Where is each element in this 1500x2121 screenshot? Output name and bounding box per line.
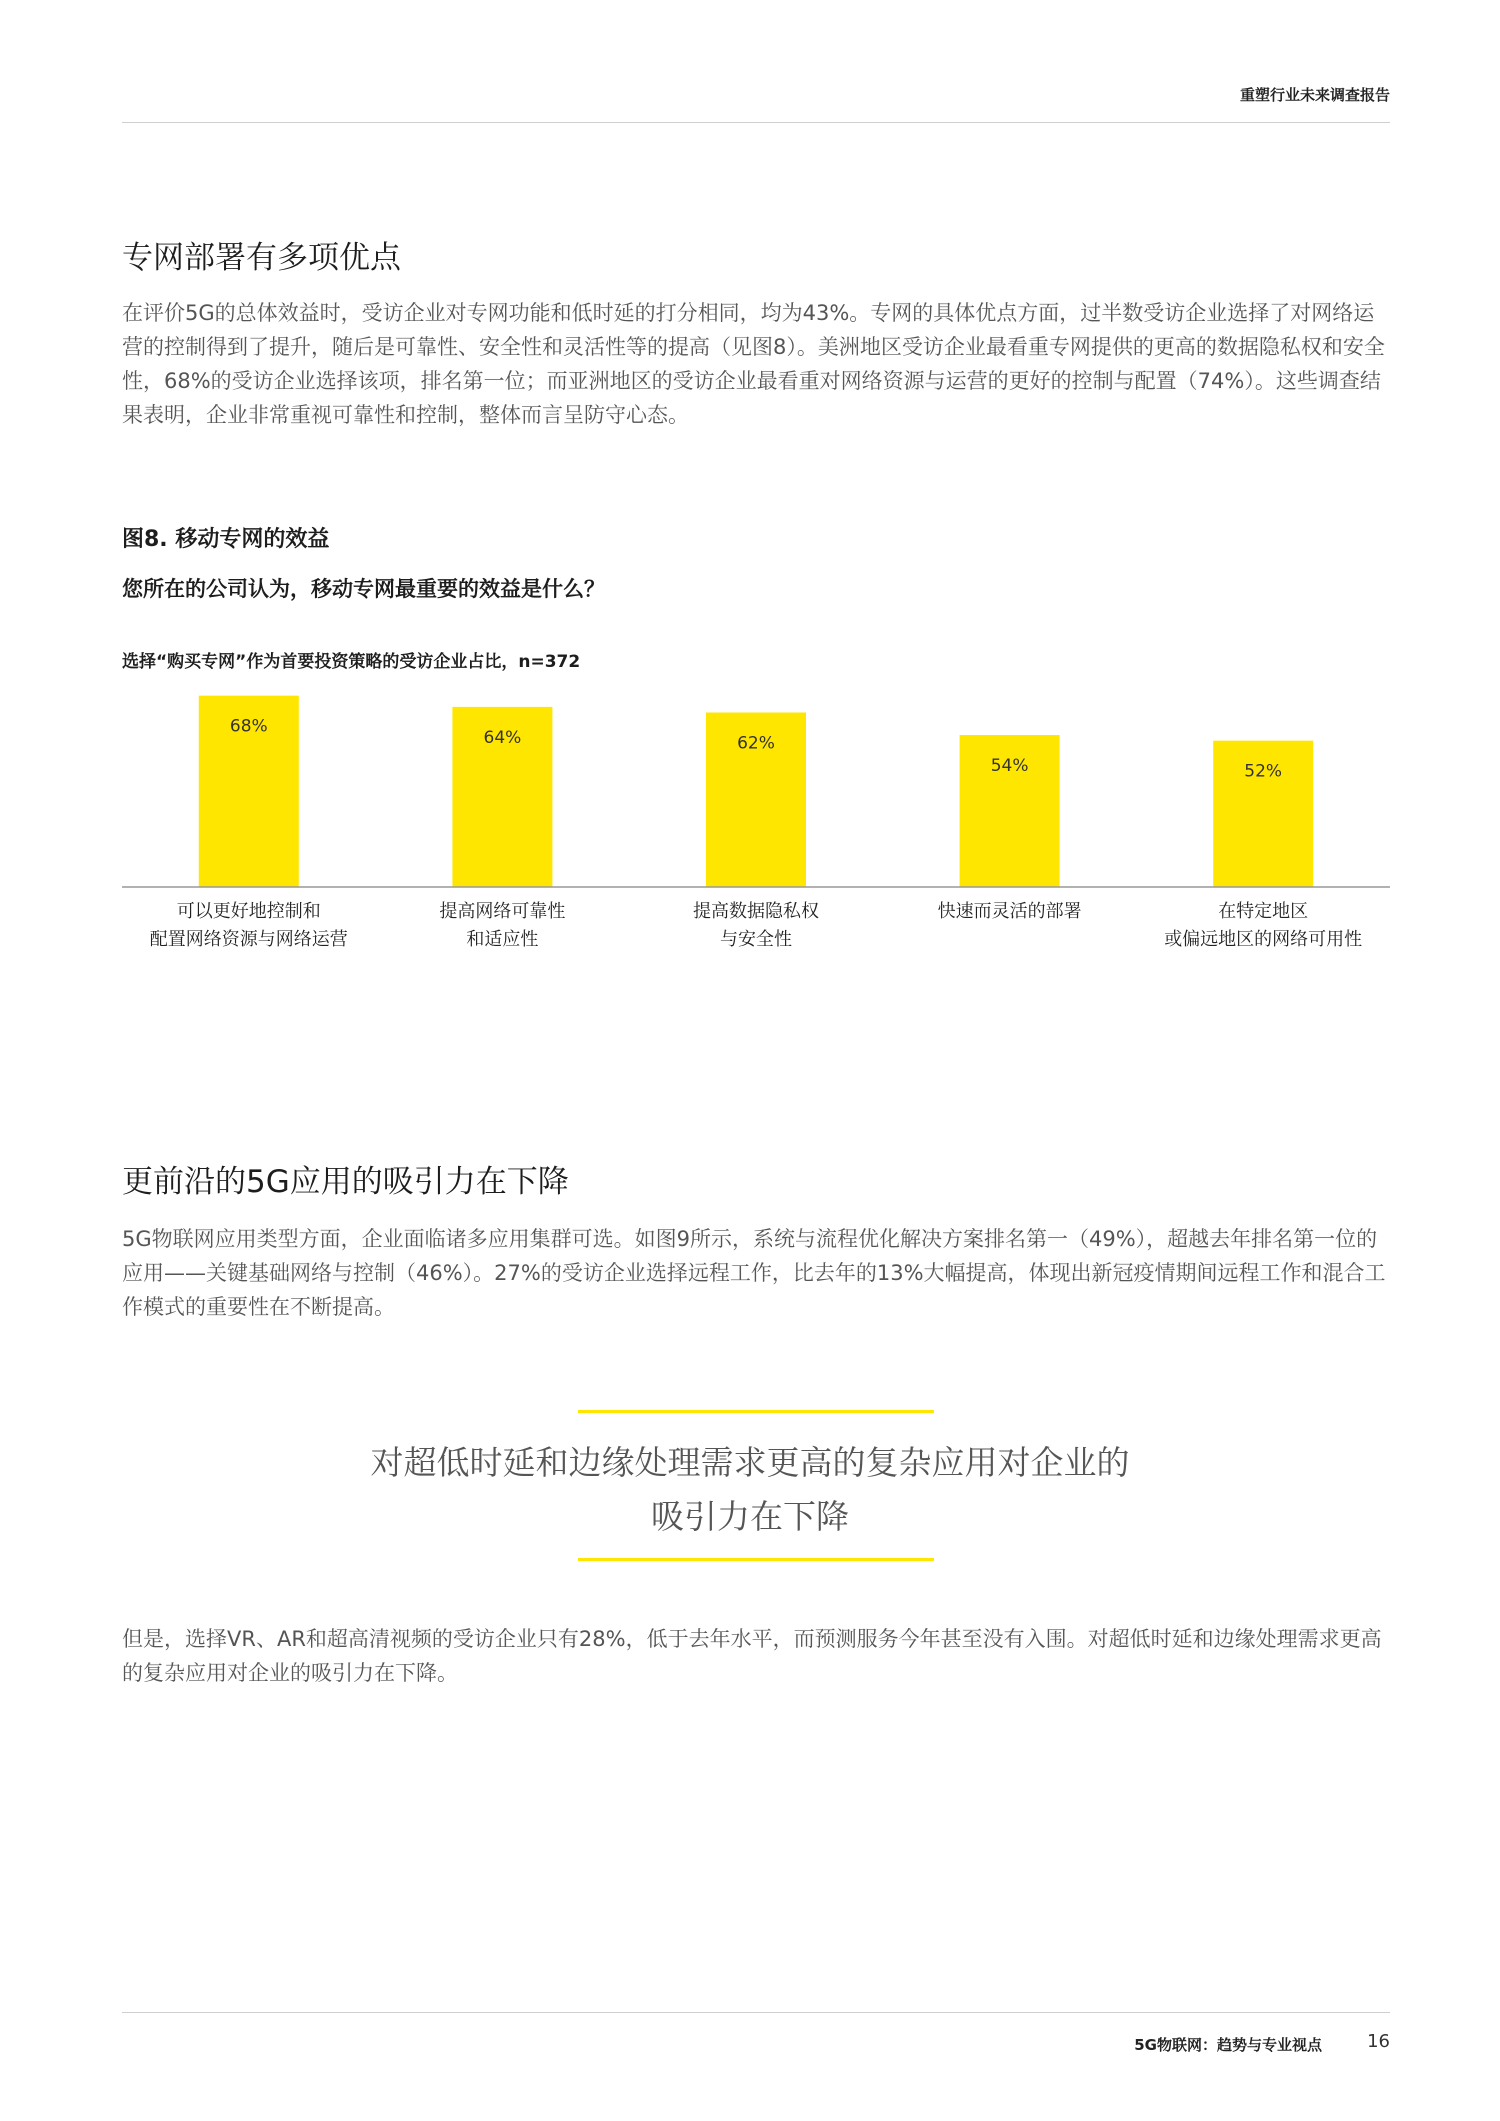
section1-heading: 专网部署有多项优点 — [122, 240, 401, 276]
section3-paragraph: 但是，选择VR、AR和超高清视频的受访企业只有28%，低于去年水平，而预测服务今年甚至没有入围。对超低时延和边缘处理需求更高的复杂应用对企业的吸引力在下降。 — [122, 1627, 1382, 1685]
section2-paragraph: 5G物联网应用类型方面，企业面临诸多应用集群可选。如图9所示，系统与流程优化解决方案排名第一（49%），超越去年排名第一位的应用——关键基础网络与控制（46%）。27%的受访企业选择远程工作，比去年的13%大幅提高，体现出新冠疫情期间远程工作和混合工作模式的重要性在不断提高。 — [122, 1227, 1386, 1319]
category-label-4-1: 或偏远地区的网络可用性 — [1164, 929, 1363, 950]
section2-heading: 更前沿的5G应用的吸引力在下降 — [122, 1164, 569, 1200]
category-label-0-1: 配置网络资源与网络运营 — [149, 929, 348, 950]
page-number: 16 — [1367, 2031, 1390, 2052]
bar-value-label-0: 68% — [229, 716, 268, 737]
bar-value-label-1: 64% — [483, 727, 522, 748]
header-divider — [122, 122, 1390, 123]
figure-title: 图8. 移动专网的效益 — [122, 527, 330, 552]
pullquote-top-rule — [578, 1410, 934, 1413]
category-label-4-0: 在特定地区 — [1218, 901, 1309, 922]
category-label-1-1: 和适应性 — [466, 929, 539, 950]
footer-divider — [122, 2012, 1390, 2013]
bar-value-label-2: 62% — [737, 733, 775, 754]
figure-question: 您所在的公司认为，移动专网最重要的效益是什么？ — [122, 577, 605, 601]
pullquote-line-2: 吸引力在下降 — [651, 1497, 849, 1536]
chart-subtitle: 选择“购买专网”作为首要投资策略的受访企业占比，n=372 — [122, 652, 581, 672]
pullquote-bottom-rule — [578, 1558, 934, 1561]
footer-title: 5G物联网：趋势与专业视点 — [1134, 2036, 1322, 2054]
bar-value-label-3: 54% — [990, 756, 1029, 777]
category-label-3-0: 快速而灵活的部署 — [937, 901, 1082, 922]
bar-value-label-4: 52% — [1244, 761, 1283, 782]
pullquote — [250, 1436, 1250, 1544]
category-label-2-0: 提高数据隐私权 — [693, 901, 819, 922]
header-title: 重塑行业未来调查报告 — [1239, 86, 1390, 104]
benefits-bar-chart — [122, 690, 1390, 960]
pullquote-line-1: 对超低时延和边缘处理需求更高的复杂应用对企业的 — [370, 1443, 1130, 1482]
category-label-1-0: 提高网络可靠性 — [439, 901, 566, 922]
section1-paragraph: 在评价5G的总体效益时，受访企业对专网功能和低时延的打分相同，均为43%。专网的具体优点方面，过半数受访企业选择了对网络运营的控制得到了提升，随后是可靠性、安全性和灵活性等的提高（见图8）。美洲地区受访企业最看重专网提供的更高的数据隐私权和安全性，68%的受访企业选择该项，排名第一位；而亚洲地区的受访企业最看重对网络资源与运营的更好的控制与配置（74%）。这些调查结果表明，企业非常重视可靠性和控制，整体而言呈防守心态。 — [122, 301, 1385, 427]
category-label-2-1: 与安全性 — [720, 929, 792, 950]
category-label-0-0: 可以更好地控制和 — [176, 901, 321, 922]
